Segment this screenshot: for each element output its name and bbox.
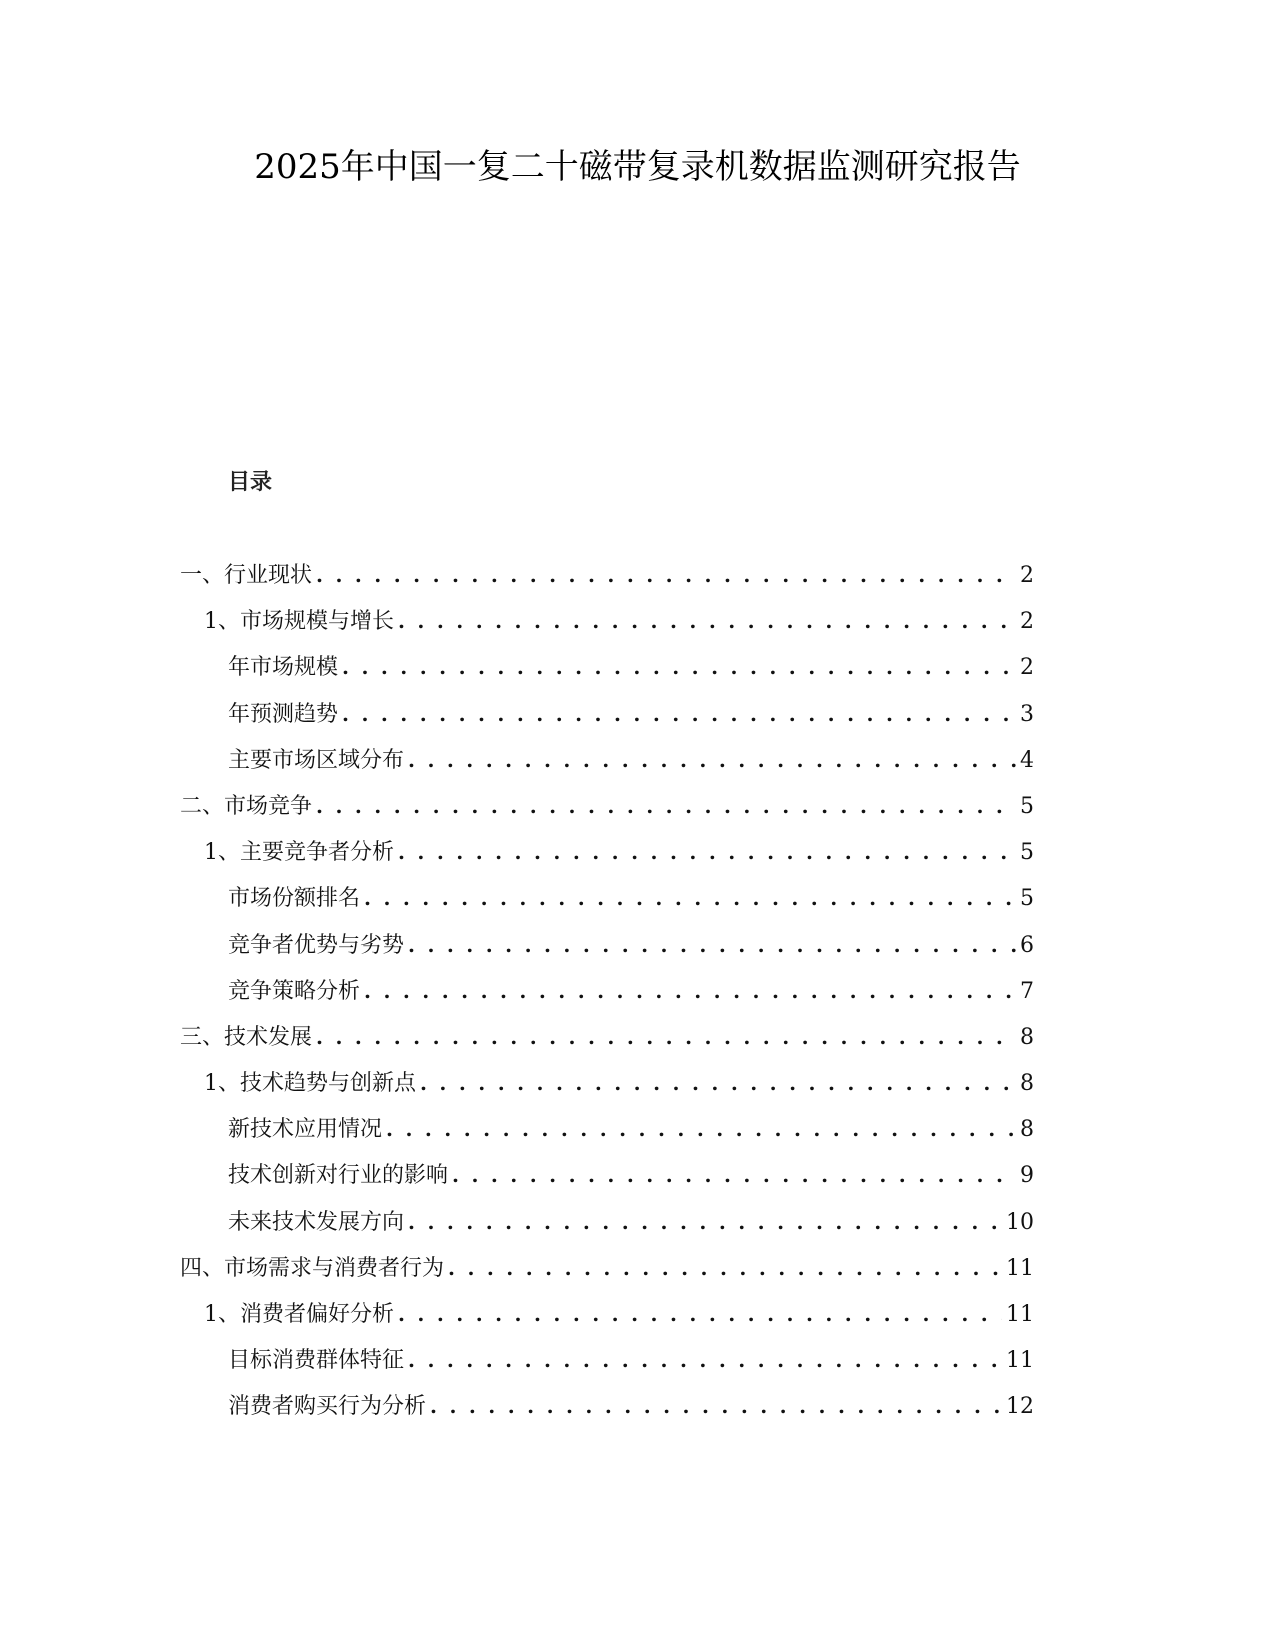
- toc-entry-label: 1、消费者偏好分析: [204, 1302, 394, 1327]
- toc-entry[interactable]: [180, 741, 1034, 787]
- toc-dot-leader: [342, 695, 1016, 733]
- toc-entry-label: 1、市场规模与增长: [204, 609, 394, 635]
- table-of-contents: [180, 556, 1034, 1434]
- toc-dot-leader: [316, 556, 1016, 594]
- toc-entry-label: 1、主要竞争者分析: [204, 840, 394, 866]
- toc-entry-page: 10: [1006, 1209, 1034, 1235]
- toc-dot-leader: [364, 879, 1016, 917]
- toc-entry[interactable]: [180, 1341, 1034, 1387]
- toc-dot-leader: [430, 1387, 1002, 1425]
- toc-entry[interactable]: [180, 1295, 1034, 1341]
- toc-entry-page: 12: [1006, 1394, 1034, 1420]
- toc-entry[interactable]: [180, 833, 1034, 879]
- toc-dot-leader: [316, 1018, 1016, 1056]
- toc-entry-page: 11: [1006, 1348, 1034, 1374]
- toc-dot-leader: [316, 787, 1016, 825]
- toc-entry-label: 三、技术发展: [180, 1024, 313, 1050]
- document-title: 2025年中国一复二十磁带复录机数据监测研究报告: [254, 147, 1021, 187]
- toc-entry-page: 2: [1020, 655, 1034, 681]
- toc-entry-page: 9: [1020, 1163, 1034, 1189]
- toc-entry-page: 5: [1020, 793, 1034, 819]
- toc-entry-page: 2: [1020, 609, 1034, 635]
- toc-entry[interactable]: [180, 1203, 1034, 1249]
- toc-entry-label: 目标消费群体特征: [228, 1348, 405, 1374]
- toc-dot-leader: [364, 972, 1016, 1010]
- toc-entry[interactable]: [180, 1387, 1034, 1433]
- toc-entry[interactable]: [180, 1018, 1034, 1064]
- toc-entry-label: 未来技术发展方向: [228, 1209, 405, 1235]
- toc-dot-leader: [448, 1249, 1002, 1287]
- toc-entry-label: 技术创新对行业的影响: [228, 1163, 449, 1189]
- toc-entry-label: 年预测趋势: [228, 701, 339, 727]
- toc-entry-page: 7: [1020, 978, 1034, 1004]
- toc-entry-label: 二、市场竞争: [180, 793, 313, 819]
- toc-entry[interactable]: [180, 879, 1034, 925]
- toc-entry-label: 消费者购买行为分析: [228, 1394, 427, 1420]
- toc-entry-page: 5: [1020, 886, 1034, 912]
- toc-dot-leader: [452, 1156, 1016, 1194]
- toc-entry-page: 8: [1020, 1024, 1034, 1050]
- toc-entry[interactable]: [180, 972, 1034, 1018]
- toc-entry[interactable]: [180, 602, 1034, 648]
- toc-entry-label: 竞争策略分析: [228, 978, 361, 1004]
- toc-dot-leader: [398, 1295, 1002, 1333]
- toc-entry-label: 新技术应用情况: [228, 1117, 383, 1143]
- toc-dot-leader: [408, 926, 1016, 964]
- toc-entry-page: 4: [1020, 747, 1034, 773]
- toc-entry-page: 8: [1020, 1071, 1034, 1097]
- toc-entry[interactable]: [180, 787, 1034, 833]
- toc-heading: 目录: [228, 469, 273, 495]
- toc-entry-label: 四、市场需求与消费者行为: [180, 1255, 445, 1281]
- toc-dot-leader: [420, 1064, 1016, 1102]
- toc-entry-page: 11: [1006, 1302, 1034, 1327]
- toc-dot-leader: [342, 648, 1016, 686]
- toc-entry[interactable]: [180, 695, 1034, 741]
- toc-entry-label: 年市场规模: [228, 655, 339, 681]
- toc-dot-leader: [386, 1110, 1016, 1148]
- toc-entry-label: 主要市场区域分布: [228, 747, 405, 773]
- toc-entry-label: 竞争者优势与劣势: [228, 932, 405, 958]
- toc-dot-leader: [398, 833, 1016, 871]
- toc-entry[interactable]: [180, 1110, 1034, 1156]
- toc-dot-leader: [408, 1203, 1002, 1241]
- toc-entry[interactable]: [180, 648, 1034, 694]
- toc-entry-label: 1、技术趋势与创新点: [204, 1071, 416, 1097]
- toc-entry[interactable]: [180, 1064, 1034, 1110]
- toc-entry[interactable]: [180, 1156, 1034, 1202]
- toc-entry[interactable]: [180, 556, 1034, 602]
- toc-entry-page: 2: [1020, 563, 1034, 588]
- toc-entry[interactable]: [180, 1249, 1034, 1295]
- toc-entry-label: 一、行业现状: [180, 563, 313, 588]
- toc-entry-page: 11: [1006, 1255, 1034, 1281]
- toc-dot-leader: [408, 1341, 1002, 1379]
- toc-entry-page: 6: [1020, 932, 1034, 958]
- toc-entry-label: 市场份额排名: [228, 886, 361, 912]
- toc-dot-leader: [398, 602, 1016, 640]
- toc-entry-page: 3: [1020, 701, 1034, 727]
- toc-entry-page: 5: [1020, 840, 1034, 866]
- toc-entry[interactable]: [180, 926, 1034, 972]
- toc-dot-leader: [408, 741, 1016, 779]
- toc-entry-page: 8: [1020, 1117, 1034, 1143]
